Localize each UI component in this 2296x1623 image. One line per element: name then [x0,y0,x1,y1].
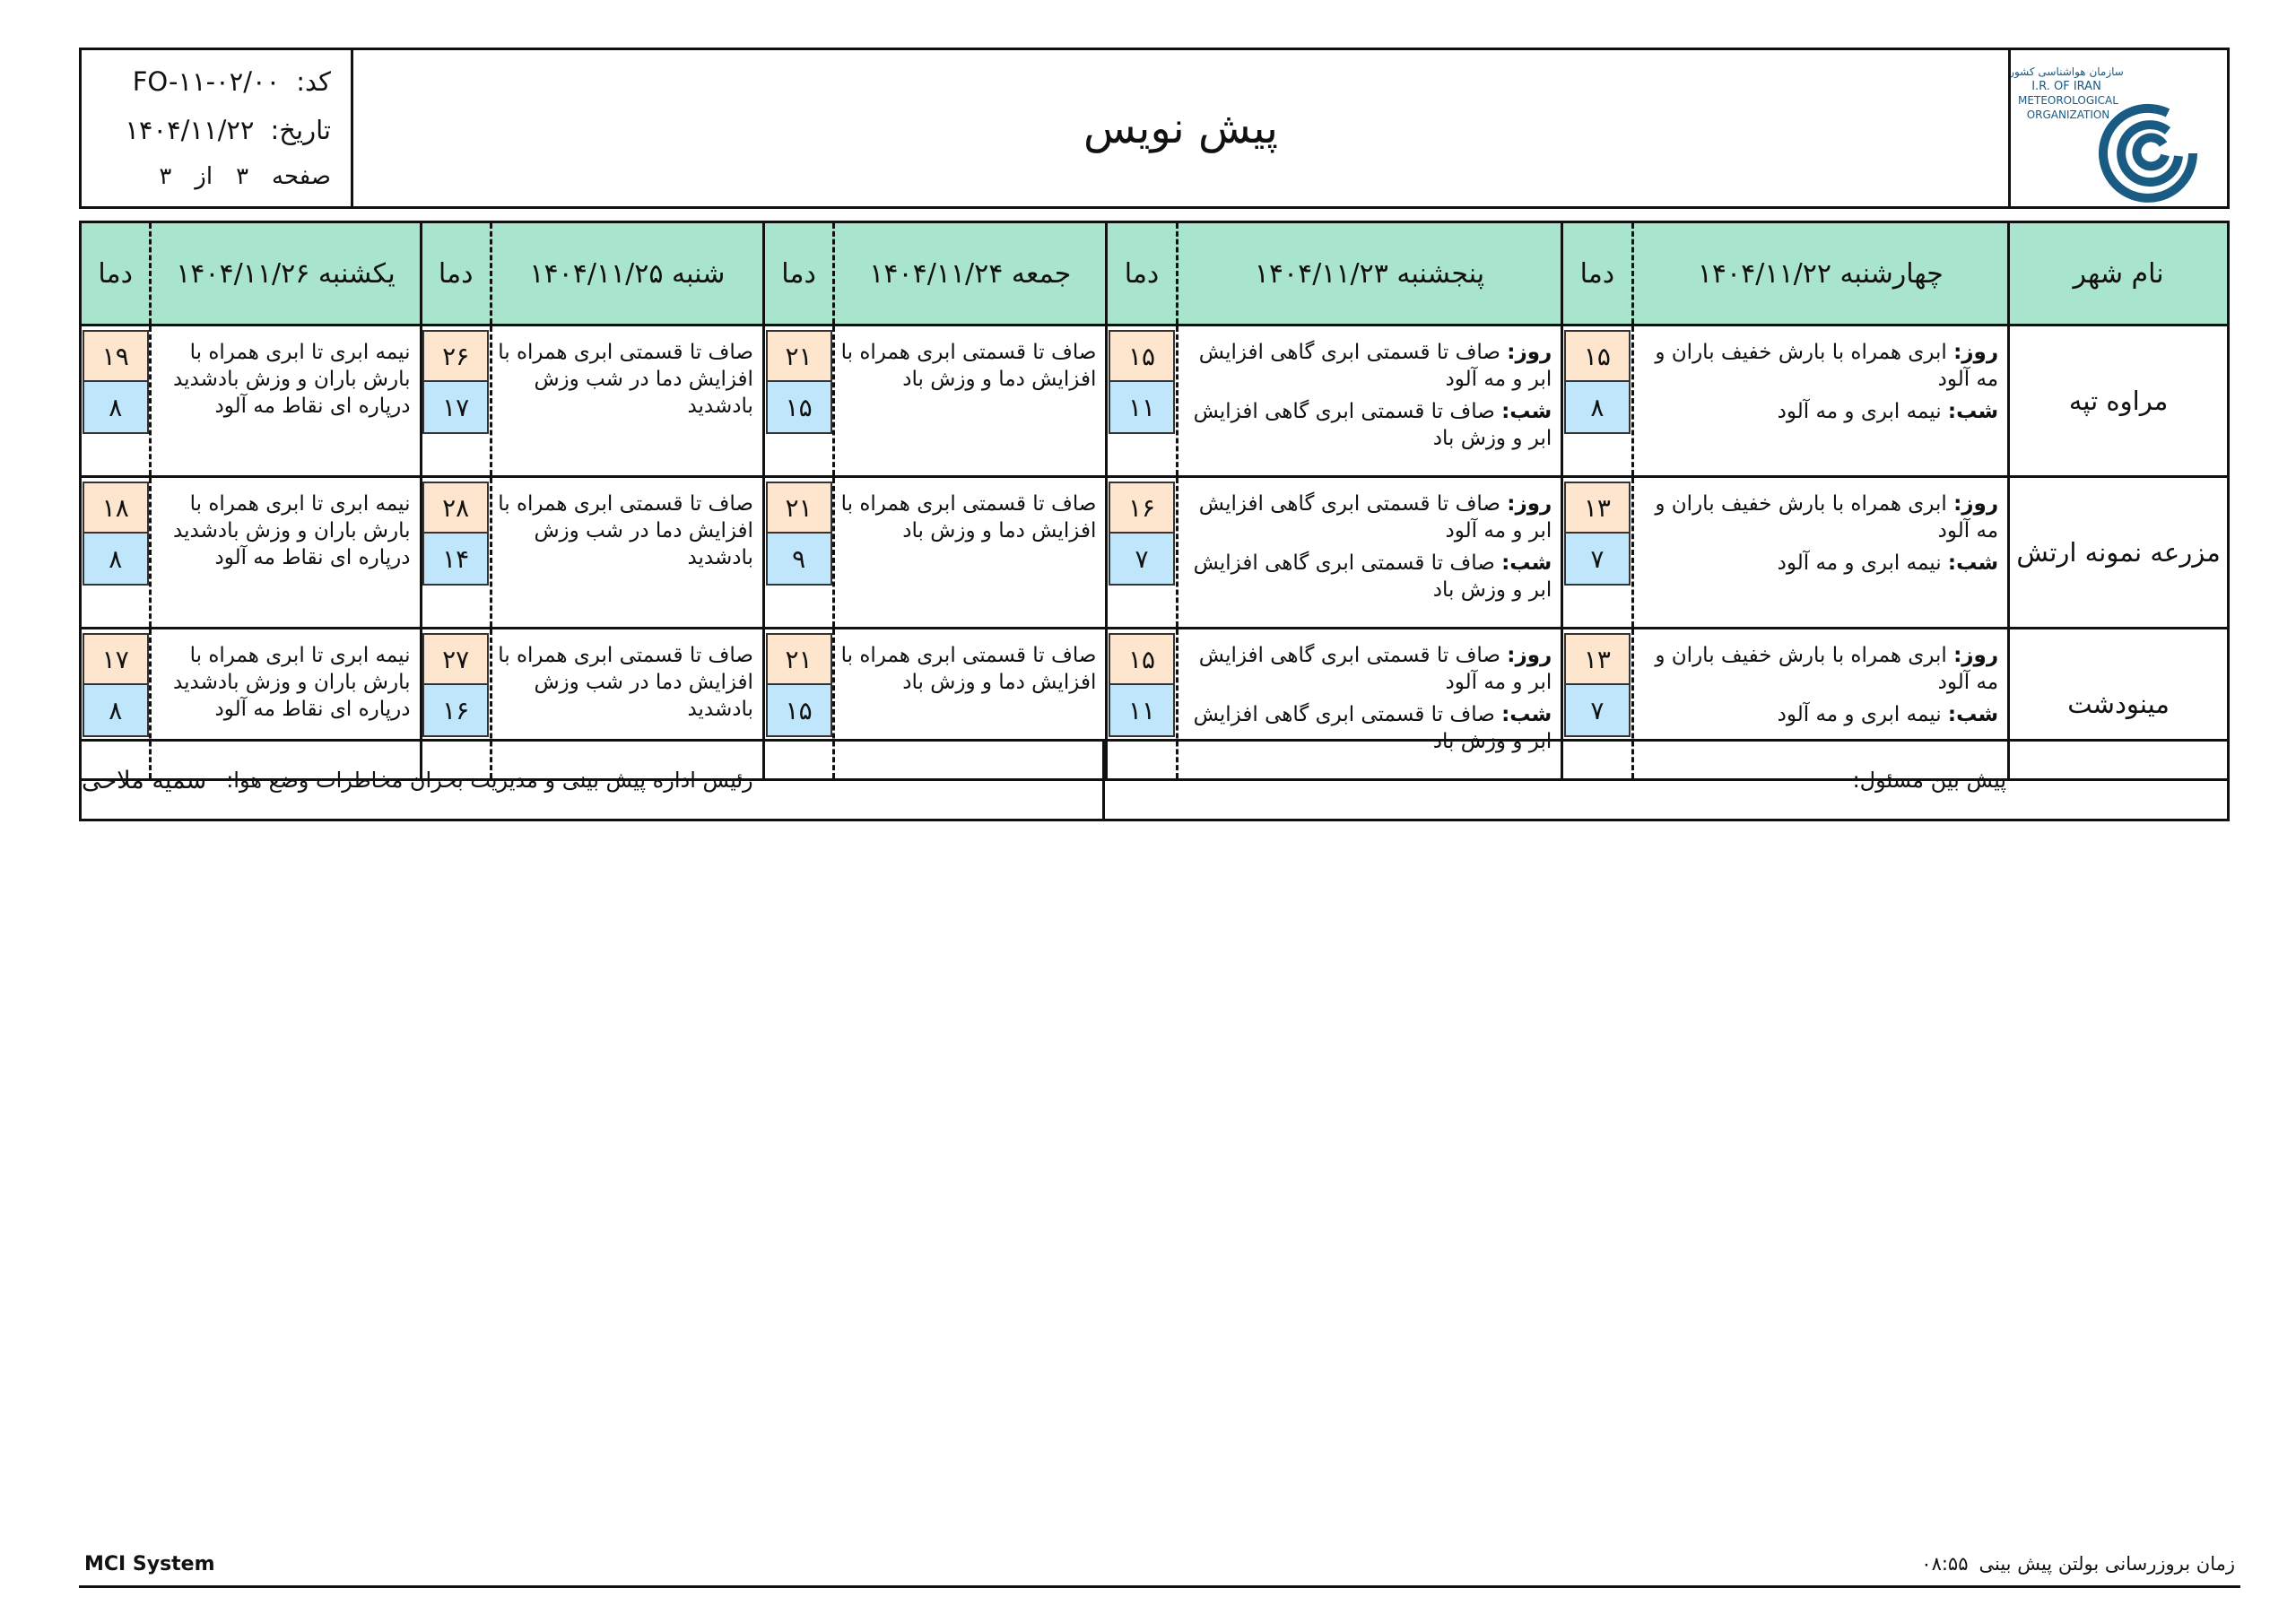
meteorological-organization-logo [2008,50,2227,206]
date-line [125,115,331,145]
day-forecast: ابری همراه با بارش خفیف باران و مه آلود [1655,341,1999,391]
max-temp: ۱۷ [83,633,149,685]
night-forecast: نیمه ابری و مه آلود [1777,400,1942,423]
forecast-cell: صاف تا قسمتی ابری همراه با افزایش دما در شب وزش بادشدید [491,325,763,477]
chief-name: سمیه ملاحی [82,766,207,794]
page-current: ۳ [236,163,249,190]
max-temp: ۱۳ [1564,633,1631,685]
min-temp: ۱۴ [422,534,489,586]
temp-cell [1107,325,1177,477]
city-name: مزرعه نمونه ارتش [2009,477,2229,629]
document-meta [82,50,353,206]
day-forecast: ابری همراه با بارش خفیف باران و مه آلود [1655,492,1999,542]
night-forecast: صاف تا قسمتی ابری گاهی افزایش ابر و وزش باد [1193,703,1552,753]
city-name: مراوه تپه [2009,325,2229,477]
night-label: شب: [1501,400,1552,423]
night-label: شب: [1947,400,1999,423]
max-temp: ۱۵ [1109,633,1175,685]
max-temp: ۲۷ [422,633,489,685]
temp-header-4: دما [421,222,491,325]
min-temp: ۱۵ [766,382,832,434]
page-total: ۳ [159,163,172,190]
min-temp: ۱۱ [1109,685,1175,737]
system-name: MCI System [84,1553,215,1575]
temp-cell [1107,477,1177,629]
min-temp: ۱۶ [422,685,489,737]
day-header-2: پنجشنبه ۱۴۰۴/۱۱/۲۳ [1177,222,1562,325]
night-forecast: نیمه ابری و مه آلود [1777,551,1942,575]
signature-box [79,739,2230,821]
day-forecast: ابری همراه با بارش خفیف باران و مه آلود [1655,644,1999,694]
max-temp: ۱۵ [1109,330,1175,382]
max-temp: ۲۸ [422,482,489,534]
temp-header-3: دما [763,222,833,325]
temp-cell [81,325,151,477]
logo-en-line2: METEOROLOGICAL [2018,94,2118,107]
day-forecast: صاف تا قسمتی ابری گاهی افزایش ابر و مه آلود [1198,644,1552,694]
temp-cell [421,325,491,477]
forecast-cell [1177,477,1562,629]
day-header-4: شنبه ۱۴۰۴/۱۱/۲۵ [491,222,763,325]
temp-cell [763,325,833,477]
night-label: شب: [1501,703,1552,726]
day-forecast: صاف تا قسمتی ابری گاهی افزایش ابر و مه آلود [1198,492,1552,542]
day-forecast: صاف تا قسمتی ابری گاهی افزایش ابر و مه آلود [1198,341,1552,391]
day-header-1: چهارشنبه ۱۴۰۴/۱۱/۲۲ [1632,222,2009,325]
max-temp: ۱۳ [1564,482,1631,534]
temp-cell [421,477,491,629]
min-temp: ۱۷ [422,382,489,434]
min-temp: ۹ [766,534,832,586]
update-label: زمان بروزرسانی بولتن پیش بینی [1979,1553,2235,1575]
temp-cell [763,477,833,629]
forecast-cell: نیمه ابری تا ابری همراه با بارش باران و وزش بادشدید درپاره ای نقاط مه آلود [151,325,421,477]
forecast-cell: نیمه ابری تا ابری همراه با بارش باران و وزش بادشدید درپاره ای نقاط مه آلود [151,477,421,629]
chief-label: رئیس اداره پیش بینی و مدیریت بحران مخاطرات وضع هوا: [226,768,753,793]
day-label: روز: [1507,341,1552,364]
table-row [81,325,2229,477]
temp-cell [1562,477,1632,629]
day-label: روز: [1953,492,1999,516]
max-temp: ۱۹ [83,330,149,382]
temp-header-1: دما [1562,222,1632,325]
logo-en-line3: ORGANIZATION [2026,108,2110,121]
night-forecast: نیمه ابری و مه آلود [1777,703,1942,726]
forecast-cell: صاف تا قسمتی ابری همراه با افزایش دما و وزش باد [834,477,1107,629]
city-header: نام شهر [2009,222,2229,325]
update-time: ۰۸:۵۵ [1921,1553,1969,1575]
day-label: روز: [1507,644,1552,667]
forecast-cell: نیمه ابری تا ابری همراه با بارش باران و وزش بادشدید درپاره ای نقاط مه آلود [151,629,421,780]
night-forecast: صاف تا قسمتی ابری گاهی افزایش ابر و وزش باد [1193,400,1552,450]
document-header [79,48,2230,209]
page-line [159,163,331,190]
forecaster-label: پیش بین مسئول: [1852,768,2006,793]
min-temp: ۷ [1109,534,1175,586]
day-label: روز: [1953,341,1999,364]
max-temp: ۲۱ [766,482,832,534]
temp-header-2: دما [1107,222,1177,325]
night-label: شب: [1947,703,1999,726]
code-line [133,66,331,97]
min-temp: ۷ [1564,534,1631,586]
forecaster-section [1102,742,2227,819]
city-name: مینودشت [2009,629,2229,780]
max-temp: ۲۱ [766,633,832,685]
code-label: کد: [296,66,331,97]
forecast-table [79,221,2230,781]
night-label: شب: [1947,551,1999,575]
min-temp: ۸ [1564,382,1631,434]
date-label: تاریخ: [270,115,331,145]
forecast-cell [1177,325,1562,477]
logo-en-line1: I.R. OF IRAN [2031,80,2101,93]
forecast-cell [1632,325,2009,477]
forecast-cell: صاف تا قسمتی ابری همراه با افزایش دما در شب وزش بادشدید [491,477,763,629]
temp-cell [81,477,151,629]
max-temp: ۱۸ [83,482,149,534]
min-temp: ۱۵ [766,685,832,737]
max-temp: ۲۱ [766,330,832,382]
forecast-cell: صاف تا قسمتی ابری همراه با افزایش دما و وزش باد [834,629,1107,780]
table-row [81,477,2229,629]
night-forecast: صاف تا قسمتی ابری گاهی افزایش ابر و وزش باد [1193,551,1552,602]
max-temp: ۱۶ [1109,482,1175,534]
page-footer [79,1549,2240,1588]
day-header-5: یکشنبه ۱۴۰۴/۱۱/۲۶ [151,222,421,325]
max-temp: ۲۶ [422,330,489,382]
min-temp: ۸ [83,382,149,434]
max-temp: ۱۵ [1564,330,1631,382]
forecast-cell [1632,477,2009,629]
forecast-cell: صاف تا قسمتی ابری همراه با افزایش دما و وزش باد [834,325,1107,477]
day-label: روز: [1953,644,1999,667]
logo-graphic [2011,50,2224,206]
day-label: روز: [1507,492,1552,516]
day-header-3: جمعه ۱۴۰۴/۱۱/۲۴ [834,222,1107,325]
date-value: ۱۴۰۴/۱۱/۲۲ [125,115,255,145]
logo-fa-name: سازمان هواشناسی کشور [2011,65,2124,78]
page-of: از [195,163,213,190]
min-temp: ۷ [1564,685,1631,737]
min-temp: ۸ [83,534,149,586]
chief-section [82,742,1105,819]
night-label: شب: [1501,551,1552,575]
page-title: پیش نویس [1083,103,1278,153]
temp-header-5: دما [81,222,151,325]
temp-cell [1562,325,1632,477]
min-temp: ۱۱ [1109,382,1175,434]
page-label: صفحه [272,163,331,190]
min-temp: ۸ [83,685,149,737]
forecast-cell: صاف تا قسمتی ابری همراه با افزایش دما در شب وزش بادشدید [491,629,763,780]
code-value: FO-۱۱-۰۲/۰۰ [132,66,281,97]
update-info [1921,1553,2235,1575]
